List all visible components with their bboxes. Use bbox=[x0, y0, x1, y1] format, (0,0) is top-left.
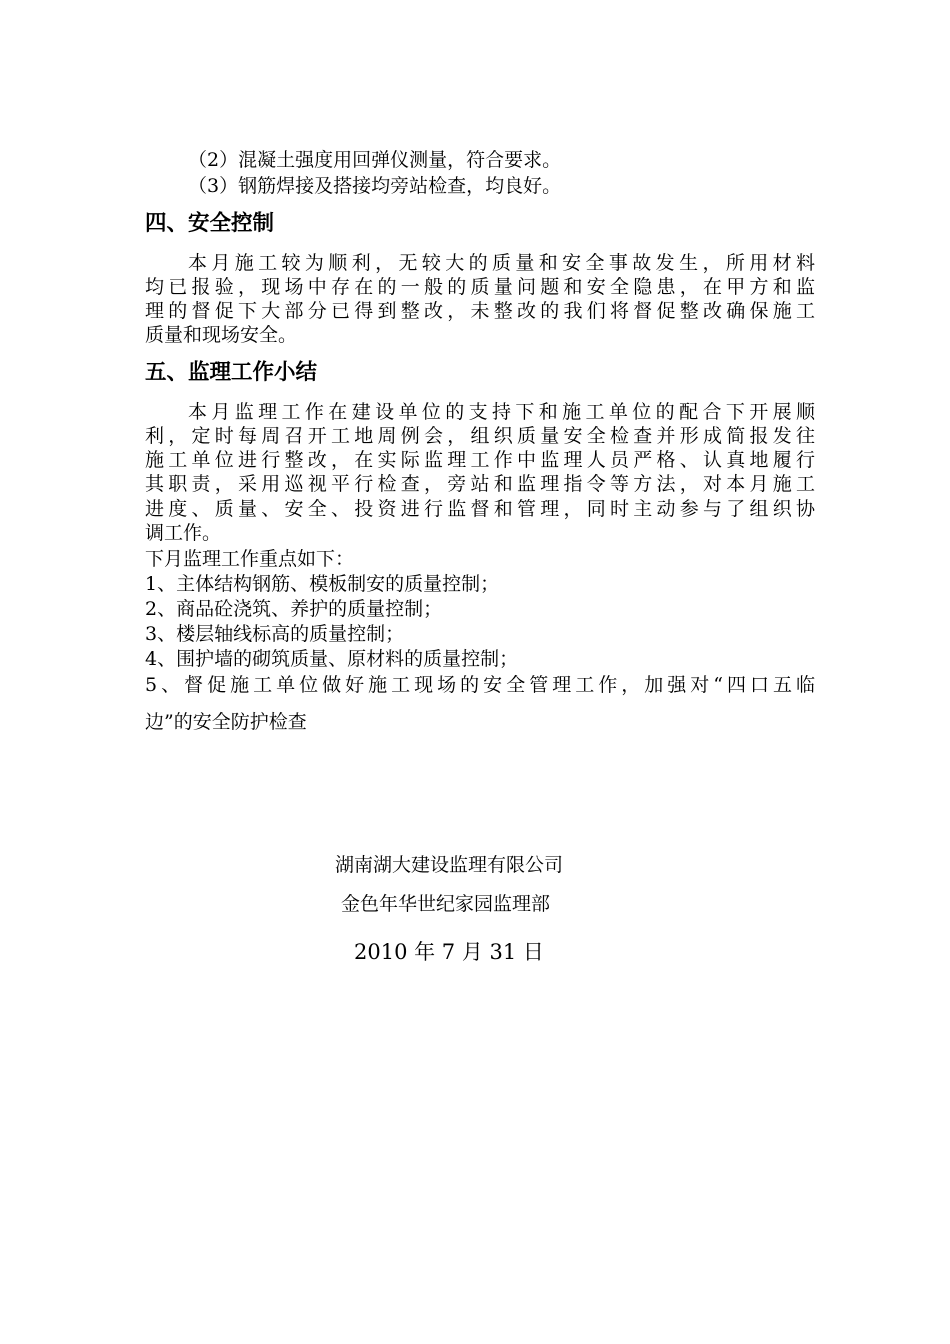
item-3: （3）钢筋焊接及搭接均旁站检查，均良好。 bbox=[188, 175, 562, 197]
section-5-line: 本月监理工作在建设单位的支持下和施工单位的配合下开展顺 bbox=[188, 401, 815, 423]
signature-company: 湖南湖大建设监理有限公司 bbox=[335, 854, 564, 876]
section-4-line: 均已报验，现场中存在的一般的质量问题和安全隐患，在甲方和监 bbox=[145, 276, 815, 298]
section-5-line: 其职责，采用巡视平行检查，旁站和监理指令等方法，对本月施工 bbox=[145, 473, 815, 495]
section-5-line: 利，定时每周召开工地周例会，组织质量安全检查并形成简报发往 bbox=[145, 425, 815, 447]
signature-department: 金色年华世纪家园监理部 bbox=[341, 893, 551, 915]
section-4-line: 本月施工较为顺利，无较大的质量和安全事故发生，所用材料 bbox=[188, 252, 815, 274]
signature-date: 2010 年 7 月 31 日 bbox=[354, 940, 544, 964]
item-2: （2）混凝土强度用回弹仪测量，符合要求。 bbox=[188, 149, 562, 171]
list-item: 边”的安全防护检查 bbox=[145, 711, 307, 733]
section-4-line: 质量和现场安全。 bbox=[145, 324, 298, 346]
section-4-line: 理的督促下大部分已得到整改，未整改的我们将督促整改确保施工 bbox=[145, 300, 815, 322]
section-5-line: 进度、质量、安全、投资进行监督和管理，同时主动参与了组织协 bbox=[145, 498, 815, 520]
section-4-heading: 四、安全控制 bbox=[145, 211, 275, 236]
section-5-line: 调工作。 bbox=[145, 522, 222, 544]
next-month-intro: 下月监理工作重点如下： bbox=[145, 548, 355, 570]
list-item: 1、主体结构钢筋、模板制安的质量控制； bbox=[145, 573, 500, 595]
list-item: 2、商品砼浇筑、养护的质量控制； bbox=[145, 598, 443, 620]
section-5-heading: 五、监理工作小结 bbox=[145, 360, 318, 385]
list-item: 3、楼层轴线标高的质量控制； bbox=[145, 623, 405, 645]
list-item: 5、督促施工单位做好施工现场的安全管理工作，加强对“四口五临 bbox=[145, 674, 815, 696]
list-item: 4、围护墙的砌筑质量、原材料的质量控制； bbox=[145, 648, 519, 670]
section-5-line: 施工单位进行整改，在实际监理工作中监理人员严格、认真地履行 bbox=[145, 449, 815, 471]
